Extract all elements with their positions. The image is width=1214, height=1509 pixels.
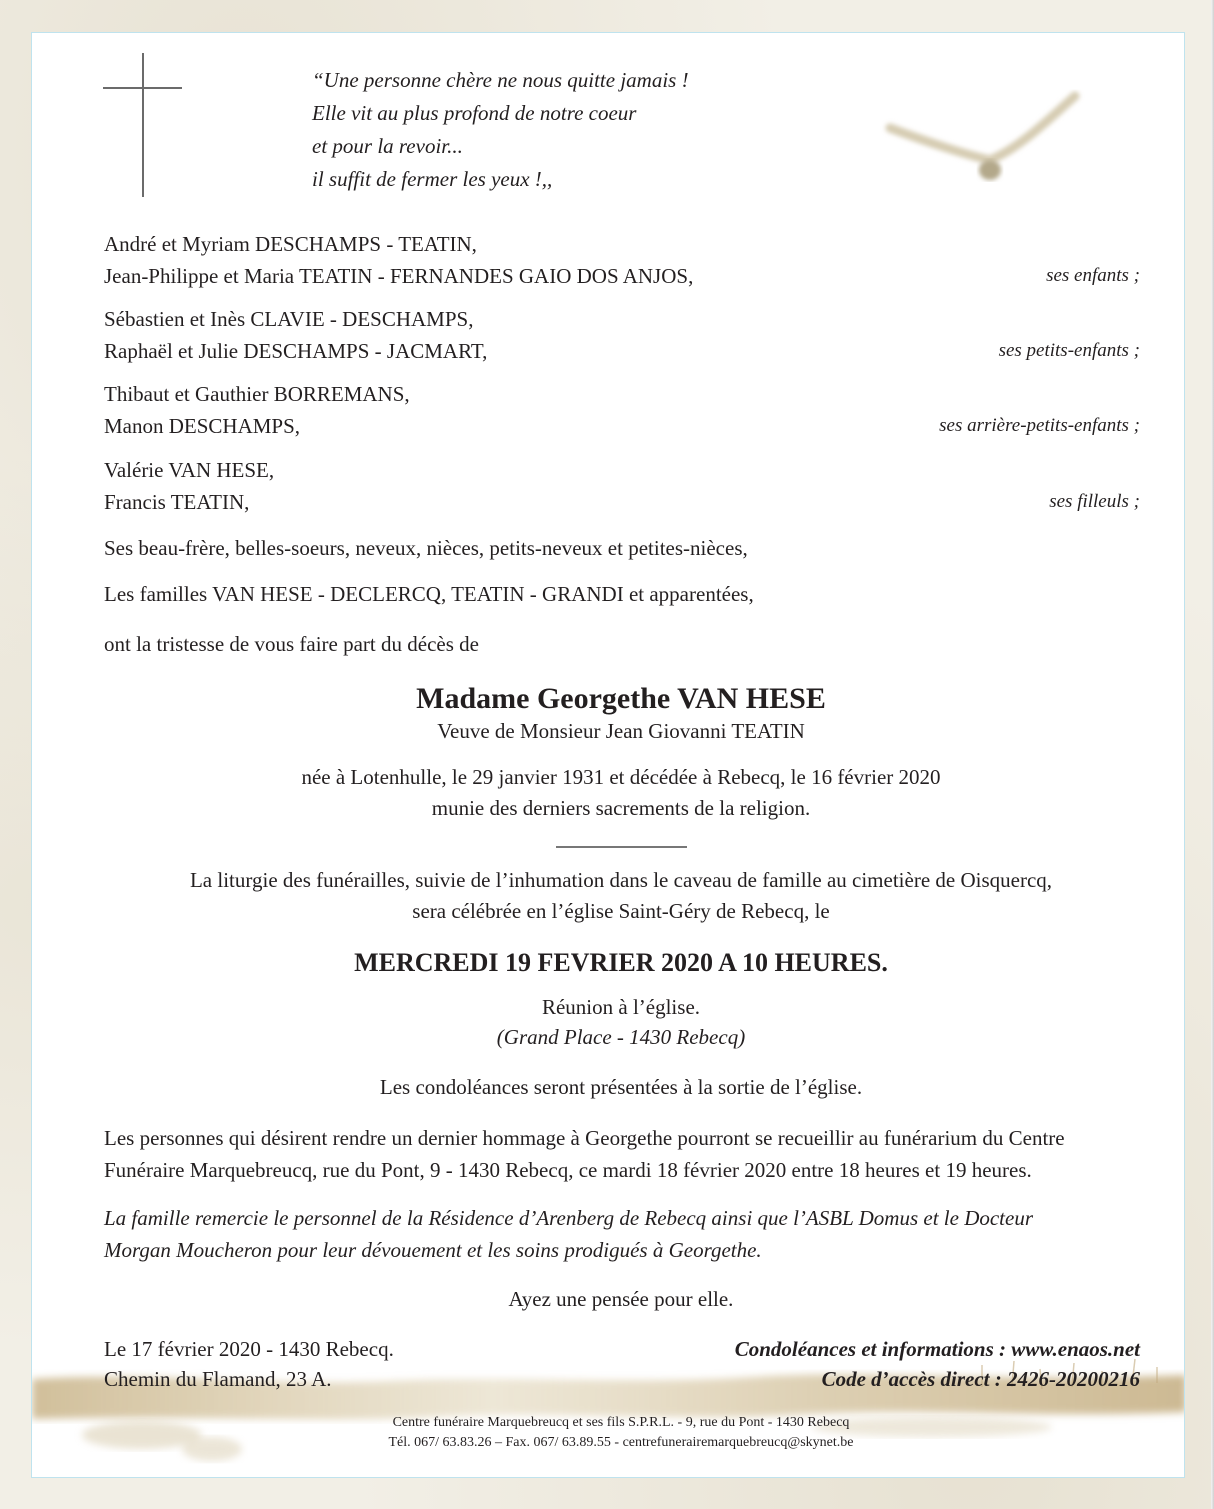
family-name-row [104,260,1140,292]
condolences-note: Les condoléances seront présentées à la sortie de l’église. [379,1075,863,1099]
sender-address [104,1334,394,1394]
visitation-paragraph [104,1122,1144,1186]
date-place: Le 17 février 2020 - 1430 Rebecq. [104,1337,394,1361]
cross-icon-bar [103,87,182,89]
ceremony-line-1: La liturgie des funérailles, suivie de l’inhumation dans le caveau de famille au cimetière de Oisquercq, [189,868,1053,892]
funeral-datetime: MERCREDI 19 FEVRIER 2020 A 10 HEURES. [354,948,888,977]
family-name: Manon DESCHAMPS, [104,414,301,438]
thanks-paragraph [104,1202,1144,1266]
family-name: Valérie VAN HESE, [104,458,275,482]
website-link[interactable]: Condoléances et informations : www.enaos.net [734,1337,1140,1361]
family-group-godchildren [104,454,1140,518]
relation-label: ses filleuls ; [1049,491,1140,512]
funeral-home-contact: Tél. 067/ 63.83.26 – Fax. 067/ 63.89.55 - centrefunerairemarquebreucq@skynet.be [388,1435,854,1450]
access-code: Code d’accès direct : 2426-20200216 [821,1367,1140,1391]
sacraments-line: munie des derniers sacrements de la religion. [431,796,811,820]
related-families: Les familles VAN HESE - DECLERCQ, TEATIN - GRANDI et apparentées, [104,582,754,606]
family-name-row [104,335,1140,367]
closing-line: Ayez une pensée pour elle. [508,1287,734,1311]
family-name-row [104,410,1140,442]
bird-icon [880,88,1090,188]
quote-line: il suffit de fermer les yeux !,, [312,167,553,191]
announcement-text: ont la tristesse de vous faire part du décès de [104,632,479,656]
quote-line: Elle vit au plus profond de notre coeur [312,101,637,125]
other-relatives: Ses beau-frère, belles-soeurs, neveux, nièces, petits-neveux et petites-nièces, [104,536,748,560]
family-name: André et Myriam DESCHAMPS - TEATIN, [104,232,477,256]
family-name: Francis TEATIN, [104,490,250,514]
visitation-line: Funéraire Marquebreucq, rue du Pont, 9 - 1430 Rebecq, ce mardi 18 février 2020 entre 18 heures et 19 heures. [104,1158,1032,1182]
thanks-line: Morgan Moucheron pour leur dévouement et les soins prodigués à Georgethe. [104,1238,762,1262]
funeral-home-credit [31,1413,1211,1453]
funeral-home-name: Centre funéraire Marquebreucq et ses fils S.P.R.L. - 9, rue du Pont - 1430 Rebecq [392,1415,850,1430]
church-address: (Grand Place - 1430 Rebecq) [496,1025,746,1049]
street-address: Chemin du Flamand, 23 A. [104,1367,332,1391]
family-name-row [104,486,1140,518]
ceremony-line-2: sera célébrée en l’église Saint-Géry de Rebecq, le [412,899,830,923]
epigraph-quote [312,64,689,196]
deceased-name: Madame Georgethe VAN HESE [416,682,826,715]
family-name: Raphaël et Julie DESCHAMPS - JACMART, [104,339,488,363]
family-name: Thibaut et Gauthier BORREMANS, [104,382,410,406]
birth-death-dates: née à Lotenhulle, le 29 janvier 1931 et décédée à Rebecq, le 16 février 2020 [301,765,941,789]
visitation-line: Les personnes qui désirent rendre un dernier hommage à Georgethe pourront se recueillir au funérarium du Centre [104,1126,1065,1150]
cross-icon [142,53,144,197]
thanks-line: La famille remercie le personnel de la Résidence d’Arenberg de Rebecq ainsi que l’ASBL Domus et le Docteur [104,1206,1034,1230]
family-group-great-grandchildren [104,378,1140,442]
relation-label: ses petits-enfants ; [998,340,1140,361]
online-condolences [735,1334,1140,1394]
section-divider [556,846,687,848]
relation-label: ses arrière-petits-enfants ; [939,415,1140,436]
relation-label: ses enfants ; [1046,265,1140,286]
meeting-point: Réunion à l’église. [541,995,701,1019]
quote-line: “Une personne chère ne nous quitte jamais ! [312,68,689,92]
spouse-line: Veuve de Monsieur Jean Giovanni TEATIN [437,719,805,743]
family-group-children [104,228,1140,292]
family-group-grandchildren [104,303,1140,367]
family-name: Sébastien et Inès CLAVIE - DESCHAMPS, [104,307,474,331]
quote-line: et pour la revoir... [312,134,463,158]
family-name: Jean-Philippe et Maria TEATIN - FERNANDES GAIO DOS ANJOS, [104,264,694,288]
